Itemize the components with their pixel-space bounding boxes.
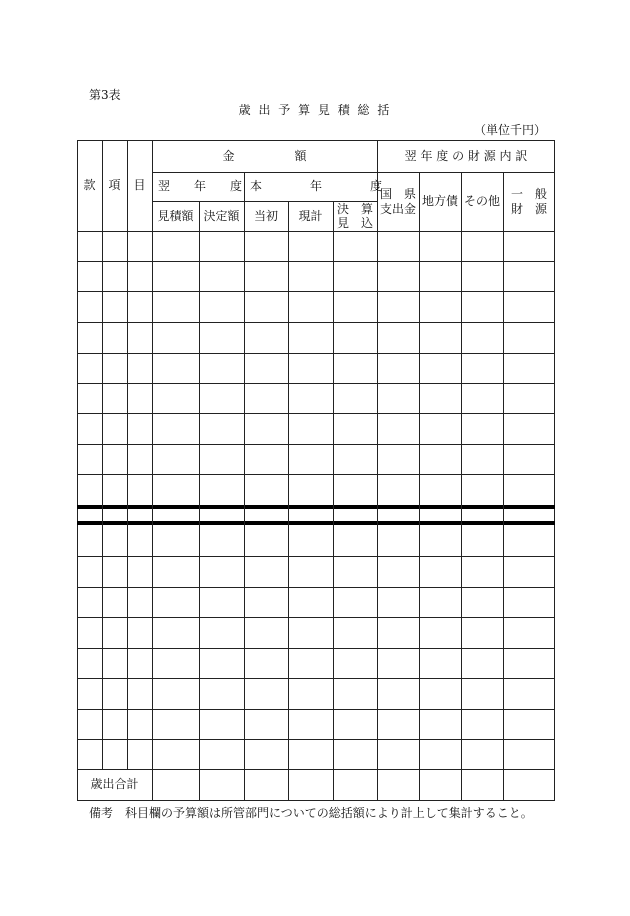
header-local-bonds: 地方債: [421, 194, 458, 208]
header-national-line1: 国 県: [379, 186, 416, 201]
header-national-prefectural: [377, 172, 419, 231]
document-title: 歳 出 予 算 見 積 総 括: [238, 103, 392, 117]
header-other: その他: [463, 194, 500, 208]
header-general-line1: 一 般: [510, 186, 547, 201]
footnote: 備考 科目欄の予算額は所管部門についての総括額により計上して集計すること。: [89, 806, 533, 820]
header-general-line2: 財 源: [510, 201, 547, 216]
header-decided: 決定額: [203, 208, 240, 223]
unit-label: （単位千円）: [474, 123, 547, 137]
header-kou: 項: [108, 178, 121, 192]
header-general-funds: [503, 172, 555, 231]
header-settlement-forecast: [333, 201, 377, 231]
header-initial: 当初: [253, 208, 278, 223]
header-kan: 款: [83, 178, 96, 192]
header-estimate: 見積額: [157, 208, 194, 223]
budget-summary-table: [77, 140, 555, 801]
header-national-line2: 支出金: [379, 201, 416, 216]
header-current-year: 本 年 度: [250, 179, 383, 193]
section-break-top: [77, 505, 555, 509]
header-current-total: 現計: [298, 208, 323, 223]
header-next-year: 翌 年 度: [158, 179, 243, 193]
table-number: 第3表: [89, 88, 121, 102]
header-moku: 目: [133, 178, 146, 192]
header-funding-breakdown: 翌 年 度 の 財 源 内 訳: [404, 148, 528, 163]
section-break-bottom: [77, 521, 555, 525]
header-settlement-line1: 決 算: [336, 202, 373, 216]
header-amount: 金 額: [222, 148, 307, 163]
header-settlement-line2: 見 込: [336, 216, 373, 230]
total-row-label: 歳出合計: [90, 777, 139, 791]
